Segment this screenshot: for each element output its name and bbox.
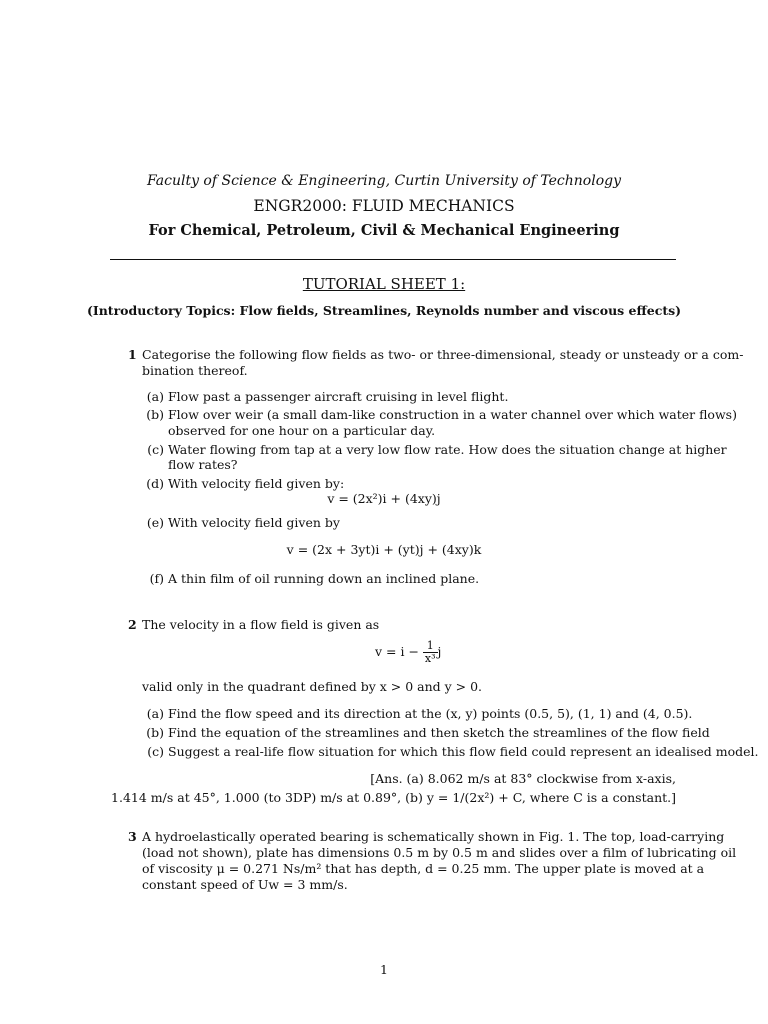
question-1-number: 1 [128, 347, 137, 362]
q1-item-c [138, 442, 727, 458]
q1-item-f-text: A thin film of oil running down an inclined plane. [168, 571, 480, 586]
q2-equation-fraction [423, 640, 438, 665]
q1-item-e [138, 515, 340, 531]
q1-item-d-label: (d) [146, 476, 164, 491]
q2-item-c-label: (c) [147, 744, 164, 759]
q2-item-b [138, 725, 710, 741]
q2-equation-lhs: v = i − [375, 644, 419, 659]
q2-equation-rhs: j [437, 644, 442, 659]
q1-item-a-label: (a) [146, 389, 164, 404]
q1-equation-d: v = (2x²)i + (4xy)j [327, 491, 441, 506]
question-1-text-line2: bination thereof. [142, 363, 248, 378]
header-divider [110, 259, 676, 260]
question-3-line3: of viscosity μ = 0.271 Ns/m² that has depth, d = 0.25 mm. The upper plate is moved at a [142, 861, 705, 876]
q1-item-a-text: Flow past a passenger aircraft cruising in level flight. [168, 389, 509, 404]
q1-item-c-label: (c) [147, 442, 164, 457]
q2-item-b-label: (b) [146, 725, 164, 740]
q1-item-e-label: (e) [146, 515, 164, 530]
q1-item-f [138, 571, 479, 587]
question-2-number: 2 [128, 617, 137, 632]
question-2-text: The velocity in a flow field is given as [142, 617, 380, 632]
course-title: ENGR2000: FLUID MECHANICS [253, 197, 515, 215]
q2-item-c-text: Suggest a real-life flow situation for which this flow field could represent an idealised model. [168, 744, 759, 759]
q1-item-b-label: (b) [146, 407, 164, 422]
q2-item-a [138, 706, 692, 722]
tutorial-title: TUTORIAL SHEET 1: [302, 275, 466, 293]
audience-line: For Chemical, Petroleum, Civil & Mechanical Engineering [148, 222, 620, 239]
q1-item-f-label: (f) [149, 571, 164, 586]
q2-item-a-text: Find the flow speed and its direction at the (x, y) points (0.5, 5), (1, 1) and (4, 0.5). [168, 706, 693, 721]
question-3-line2: (load not shown), plate has dimensions 0.5 m by 0.5 m and slides over a film of lubricating oil [142, 845, 737, 860]
q1-item-d-text: With velocity field given by: [168, 476, 345, 491]
q1-item-b-text1: Flow over weir (a small dam-like construction in a water channel over which water flows) [168, 407, 737, 422]
q2-item-b-text: Find the equation of the streamlines and then sketch the streamlines of the flow field [168, 725, 710, 740]
q1-item-c-text2: flow rates? [168, 457, 238, 472]
q2-fraction-numerator: 1 [423, 640, 438, 653]
tutorial-subtitle: (Introductory Topics: Flow fields, Streamlines, Reynolds number and viscous effects) [86, 303, 682, 318]
q2-item-a-label: (a) [146, 706, 164, 721]
question-3-line4: constant speed of Uw = 3 mm/s. [142, 877, 348, 892]
q2-fraction-denominator: x³ [424, 652, 436, 665]
q2-equation [375, 640, 441, 665]
q1-item-c-text1: Water flowing from tap at a very low flow rate. How does the situation change at higher [168, 442, 727, 457]
q1-item-b [138, 407, 737, 423]
q2-validity: valid only in the quadrant defined by x > 0 and y > 0. [142, 679, 483, 694]
q1-item-b-text2: observed for one hour on a particular day. [168, 423, 436, 438]
page-number: 1 [380, 962, 388, 977]
q1-item-a [138, 389, 508, 405]
q2-answer-line1: [Ans. (a) 8.062 m/s at 83° clockwise from x-axis, [370, 771, 676, 786]
q1-item-e-text: With velocity field given by [168, 515, 340, 530]
question-3-line1: A hydroelastically operated bearing is schematically shown in Fig. 1. The top, load-carrying [142, 829, 725, 844]
q1-equation-e: v = (2x + 3yt)i + (yt)j + (4xy)k [286, 542, 482, 557]
question-3-number: 3 [128, 829, 137, 844]
faculty-line: Faculty of Science & Engineering, Curtin University of Technology [147, 173, 621, 189]
q2-item-c [138, 744, 759, 760]
q2-answer-line2: 1.414 m/s at 45°, 1.000 (to 3DP) m/s at 0.89°, (b) y = 1/(2x²) + C, where C is a constant.] [111, 790, 676, 805]
question-1-text-line1: Categorise the following flow fields as two- or three-dimensional, steady or unsteady or a com- [142, 347, 744, 362]
q1-item-d [138, 476, 344, 492]
